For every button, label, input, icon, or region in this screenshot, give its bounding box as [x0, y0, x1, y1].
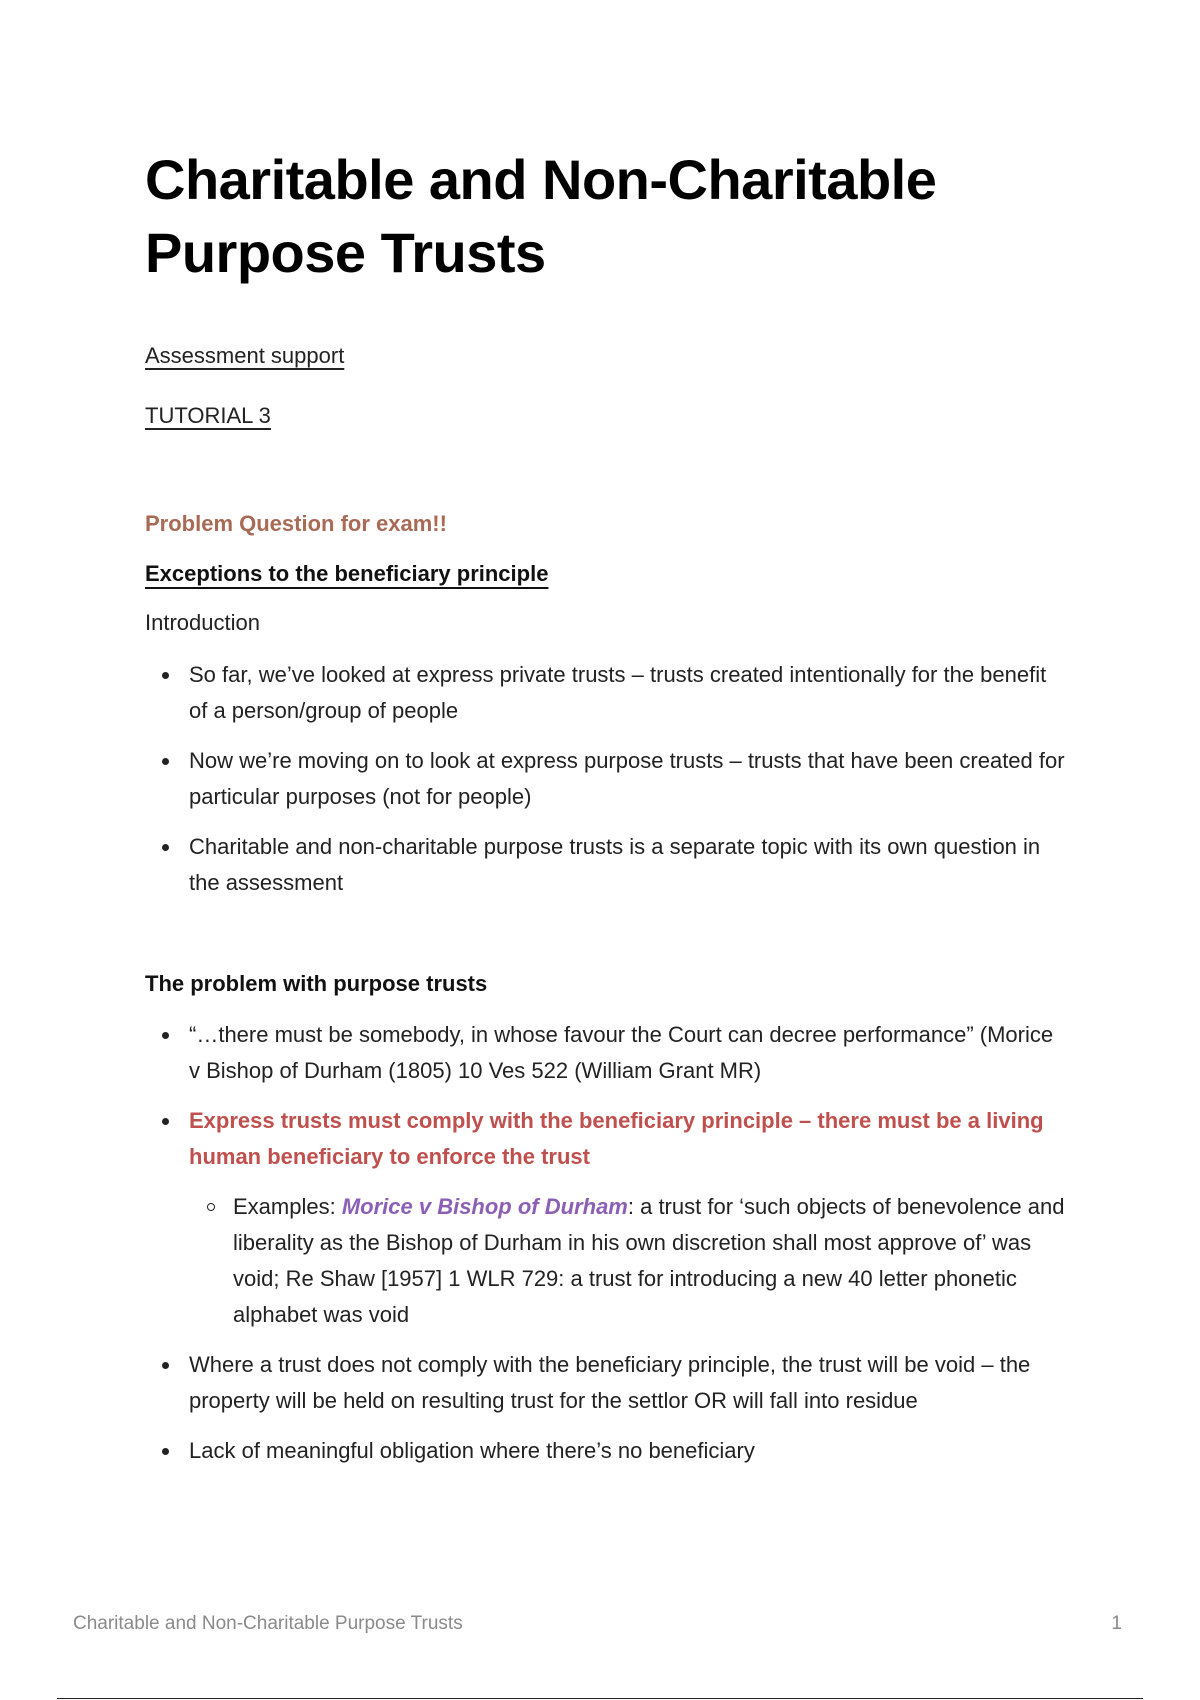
case-name-morice: Morice v Bishop of Durham: [341, 1194, 628, 1219]
introduction-list: [145, 657, 1065, 915]
list-item: Now we’re moving on to look at express purpose trusts – trusts that have been created for particular purposes (not for people): [145, 743, 1065, 815]
examples-prefix: Examples:: [233, 1194, 342, 1219]
list-item: Where a trust does not comply with the beneficiary principle, the trust will be void – the property will be held on resulting trust for the settlor OR will fall into residue: [145, 1347, 1065, 1419]
sub-list-item: [189, 1189, 1065, 1333]
examples-sublist: [189, 1189, 1065, 1333]
purpose-trusts-heading: The problem with purpose trusts: [145, 971, 488, 996]
introduction-label: Introduction: [145, 610, 260, 635]
examples-text: : a trust for ‘such objects of benevolence and liberality as the Bishop of Durham in his own discretion shall most approve of’ was void; Re Shaw [1957] 1 WLR 729: a trust for introducing a new 40 letter phonetic alphabet was void: [233, 1194, 1065, 1327]
assessment-support-link[interactable]: Assessment support: [145, 343, 345, 368]
problem-question-heading: Problem Question for exam!!: [145, 511, 447, 536]
list-item: Charitable and non-charitable purpose trusts is a separate topic with its own question in the assessment: [145, 829, 1065, 901]
list-item: So far, we’ve looked at express private trusts – trusts created intentionally for the benefit of a person/group of people: [145, 657, 1065, 729]
list-item-highlight: [145, 1103, 1065, 1333]
purpose-trusts-list: [145, 1017, 1065, 1483]
page-number: 1: [1111, 1613, 1122, 1634]
footer-title: Charitable and Non-Charitable Purpose Trusts: [73, 1613, 463, 1634]
footer-divider: [57, 1698, 1143, 1699]
document-title: Charitable and Non-Charitable Purpose Trusts: [145, 148, 937, 284]
list-item: “…there must be somebody, in whose favour the Court can decree performance” (Morice v Bishop of Durham (1805) 10 Ves 522 (William Grant MR): [145, 1017, 1065, 1089]
tutorial-link[interactable]: TUTORIAL 3: [145, 403, 271, 428]
highlight-text: Express trusts must comply with the beneficiary principle – there must be a living human beneficiary to enforce the trust: [189, 1108, 1044, 1169]
exceptions-heading: Exceptions to the beneficiary principle: [145, 561, 549, 586]
list-item: Lack of meaningful obligation where there’s no beneficiary: [145, 1433, 1065, 1469]
